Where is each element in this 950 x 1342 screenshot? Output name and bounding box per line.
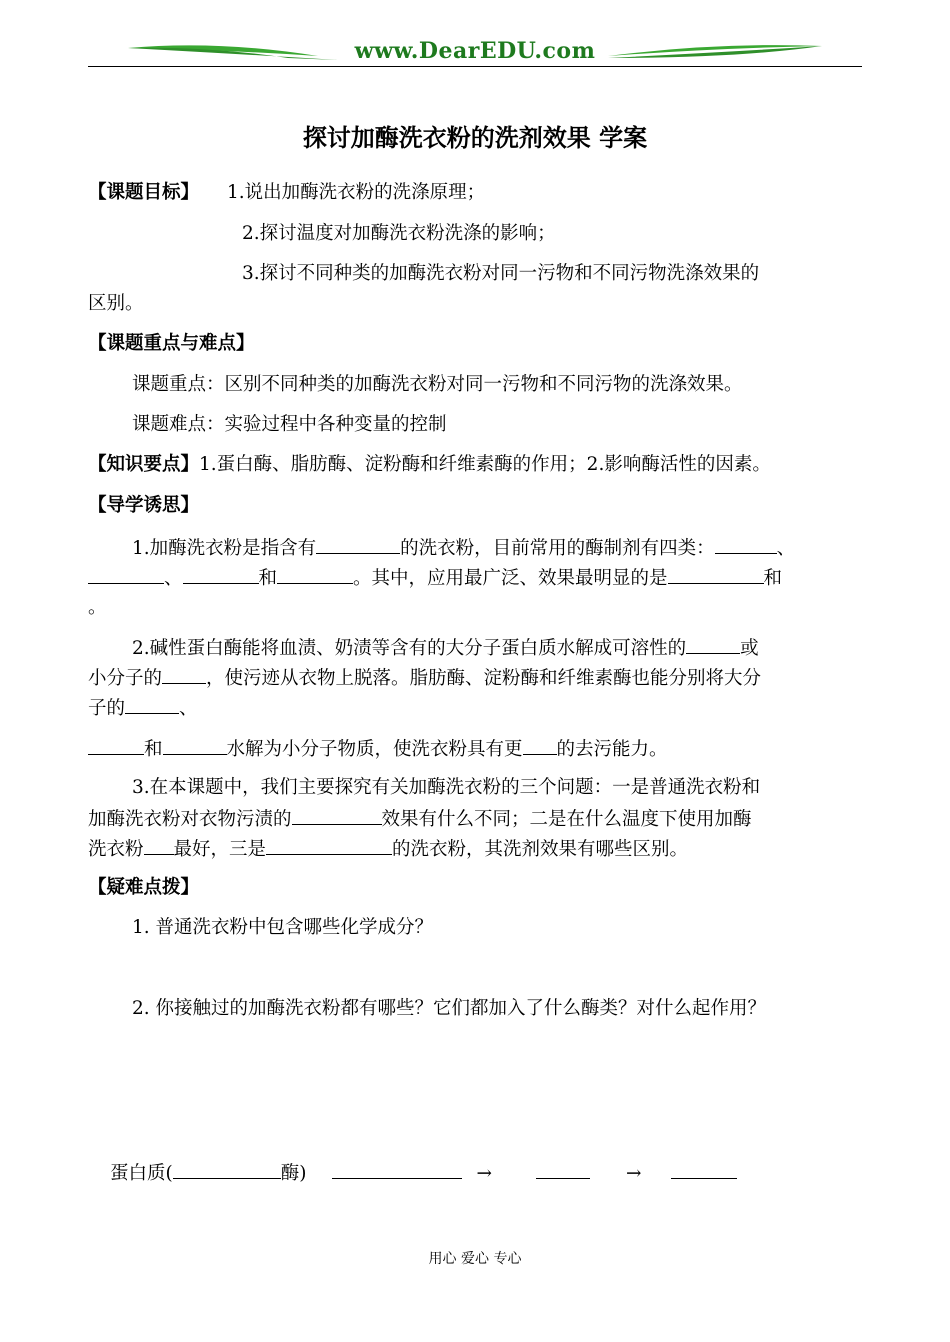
goal-item-3-cont: 区别。 — [88, 293, 144, 314]
fill-blank[interactable] — [292, 806, 382, 825]
text: 和 — [763, 568, 783, 589]
fill-blank[interactable] — [183, 565, 259, 584]
text: 的洗衣粉，目前常用的酶制剂有四类： — [400, 538, 715, 559]
text: 最好，三是 — [173, 839, 267, 860]
fill-blank[interactable] — [277, 565, 353, 584]
text: 洗衣粉 — [88, 839, 144, 860]
fill-blank[interactable] — [88, 736, 144, 755]
fill-blank[interactable] — [715, 535, 777, 554]
arrow-icon: → — [476, 1163, 492, 1184]
text: 水解为小分子物质，使洗衣粉具有更 — [226, 739, 523, 760]
knowledge-label: 【知识要点】 — [88, 454, 200, 475]
key-difficulty: 课题难点：实验过程中各种变量的控制 — [132, 414, 447, 435]
text: 的去污能力。 — [556, 739, 668, 760]
text: 、 — [164, 568, 183, 589]
fill-blank[interactable] — [162, 665, 206, 684]
text: 和 — [258, 568, 278, 589]
guide-q1-line2 — [88, 565, 782, 591]
guide-q3-line2 — [88, 806, 752, 832]
fill-blank[interactable] — [668, 565, 764, 584]
key-label: 【课题重点与难点】 — [88, 333, 255, 354]
fill-blank[interactable] — [536, 1160, 590, 1179]
guide-q3-line1: 3.在本课题中，我们主要探究有关加酶洗衣粉的三个问题：一是普通洗衣粉和 — [132, 777, 761, 798]
difficult-q2: 2. 你接触过的加酶洗衣粉都有哪些？它们都加入了什么酶类？对什么起作用？ — [132, 998, 767, 1019]
knowledge-text: 1.蛋白酶、脂肪酶、淀粉酶和纤维素酶的作用；2.影响酶活性的因素。 — [199, 454, 771, 475]
arrow-icon: → — [625, 1163, 642, 1184]
difficult-q1: 1. 普通洗衣粉中包含哪些化学成分？ — [132, 917, 434, 938]
goal-item-2: 2.探讨温度对加酶洗衣粉洗涤的影响； — [242, 223, 556, 244]
site-logo-text: www.DearEDU.com — [354, 38, 596, 64]
goals-row-1 — [88, 181, 485, 205]
goals-label: 【课题目标】 — [88, 182, 200, 203]
fill-blank[interactable] — [144, 836, 174, 855]
fill-blank[interactable] — [266, 836, 392, 855]
page-footer: 用心 爱心 专心 — [428, 1251, 522, 1267]
fill-blank[interactable] — [125, 695, 179, 714]
fill-blank[interactable] — [173, 1160, 281, 1179]
guide-q2-line1 — [132, 635, 759, 661]
fill-blank[interactable] — [88, 565, 164, 584]
goal-item-3: 3.探讨不同种类的加酶洗衣粉对同一污物和不同污物洗涤效果的 — [242, 263, 760, 284]
reaction-row — [110, 1160, 737, 1186]
fill-blank[interactable] — [686, 635, 740, 654]
text: 蛋白质( — [110, 1163, 173, 1184]
guide-label: 【导学诱思】 — [88, 495, 200, 516]
header-banner — [88, 36, 862, 68]
text: 2.碱性蛋白酶能将血渍、奶渍等含有的大分子蛋白质水解成可溶性的 — [132, 638, 687, 659]
text: 的洗衣粉，其洗剂效果有哪些区别。 — [392, 839, 689, 860]
text: 。其中，应用最广泛、效果最明显的是 — [353, 568, 668, 589]
guide-q2-line4 — [88, 736, 668, 762]
page-title: 探讨加酶洗衣粉的洗剂效果 学案 — [302, 124, 648, 152]
knowledge-row — [88, 453, 771, 477]
text: 和 — [144, 739, 163, 760]
fill-blank[interactable] — [671, 1160, 737, 1179]
text: 1.加酶洗衣粉是指含有 — [132, 538, 317, 559]
text: 小分子的 — [88, 668, 163, 689]
guide-q3-line3 — [88, 836, 688, 862]
goal-item-1: 1.说出加酶洗衣粉的洗涤原理； — [227, 182, 486, 203]
header-rule — [88, 66, 862, 67]
text: 子的 — [88, 698, 126, 719]
fill-blank[interactable] — [163, 736, 227, 755]
text: 或 — [740, 638, 759, 659]
key-focus: 课题重点：区别不同种类的加酶洗衣粉对同一污物和不同污物的洗涤效果。 — [132, 374, 743, 395]
text: 加酶洗衣粉对衣物污渍的 — [88, 809, 292, 830]
text: 酶) — [280, 1163, 307, 1184]
text: 效果有什么不同；二是在什么温度下使用加酶 — [381, 809, 752, 830]
guide-q1-line3: 。 — [88, 597, 107, 618]
fill-blank[interactable] — [316, 535, 400, 554]
text: 、 — [776, 538, 796, 559]
text: 、 — [179, 698, 198, 719]
fill-blank[interactable] — [523, 736, 557, 755]
guide-q1-line1 — [132, 535, 795, 561]
text: ，使污迹从衣物上脱落。脂肪酶、淀粉酶和纤维素酶也能分别将大分 — [206, 668, 762, 689]
guide-q2-line3 — [88, 695, 198, 721]
guide-q2-line2 — [88, 665, 761, 691]
difficult-label: 【疑难点拨】 — [88, 877, 200, 898]
fill-blank[interactable] — [332, 1160, 462, 1179]
